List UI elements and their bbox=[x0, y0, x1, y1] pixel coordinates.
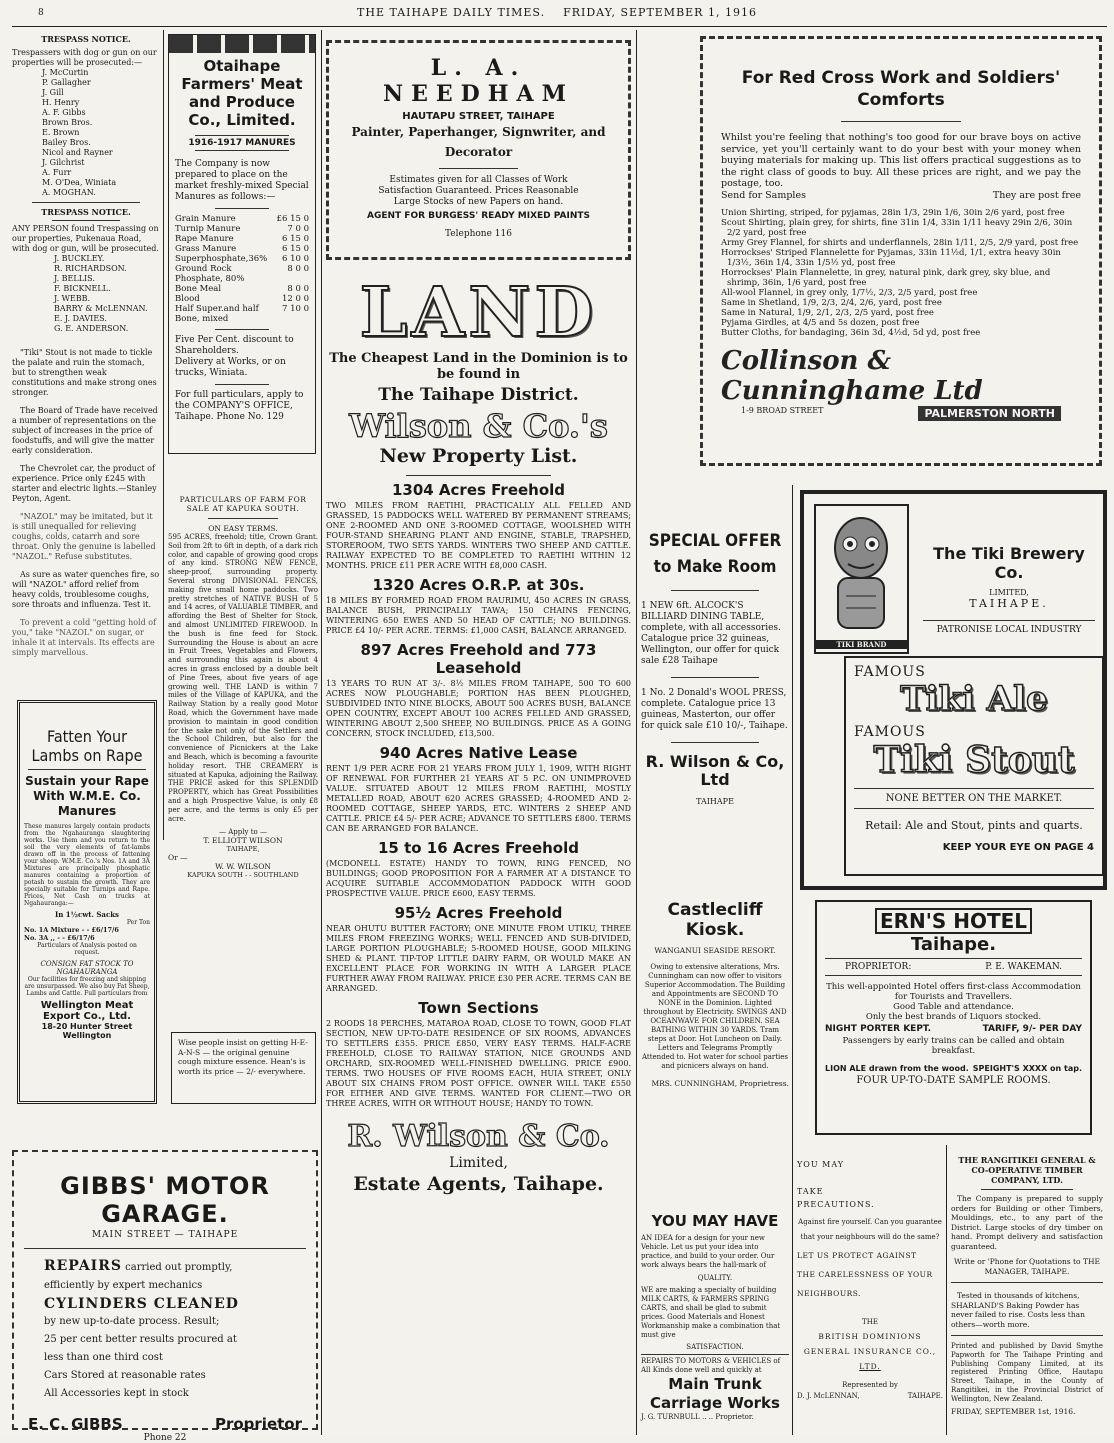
property-body: (MCDONELL ESTATE) HANDY TO TOWN, RING FENCED, NO BUILDINGS; GOOD PROPOSITION FOR A FARMER AT A DISTANCE TO ACQUIRE SUITABLE ACCOMMODATION PADDOCK WITH GOOD PROSPECTIVE VALUE. PRICE £600, EASY TERMS. bbox=[326, 859, 631, 898]
gibbs-text: efficiently by expert mechanics bbox=[44, 1280, 203, 1291]
property-body: 18 MILES BY FORMED ROAD FROM RAURIMU, 450 ACRES IN GRASS, BALANCE BUSH, PRINCIPALLY TAWA; 150 CHAINS FENCING, WINTERING 650 EWES AND 50 HEAD OF CATTLE; NO BUILDINGS. PRICE £4 10/- PER ACRE. TERMS: £1,000 CASH, BALANCE ARRANGED. bbox=[326, 596, 631, 635]
manure-price-list bbox=[175, 214, 309, 324]
tiki-figure-icon bbox=[816, 506, 907, 636]
castlecliff-kiosk bbox=[641, 900, 789, 1200]
hotel-rooms: FOUR UP-TO-DATE SAMPLE ROOMS. bbox=[856, 1075, 1051, 1086]
ins-line: LET US PROTECT AGAINST bbox=[797, 1251, 917, 1260]
gibbs-street: MAIN STREET — TAIHAPE bbox=[91, 1230, 239, 1240]
gibbs-name: E. C. GIBBS bbox=[28, 1415, 123, 1433]
trespass-name: A. Furr bbox=[42, 168, 72, 177]
tiki-famous: FAMOUS bbox=[854, 724, 926, 740]
tiki-town: TAIHAPE. bbox=[969, 597, 1049, 610]
column-rule bbox=[946, 1145, 947, 1435]
farm-for-sale bbox=[168, 495, 318, 880]
new-property-list: New Property List. bbox=[379, 445, 578, 467]
collinson-logo bbox=[721, 346, 1081, 406]
farm-or: Or — bbox=[168, 853, 188, 863]
manure-price: 7 0 0 bbox=[287, 224, 309, 234]
hotel-tariff: TARIFF, 9/- PER DAY bbox=[982, 1024, 1082, 1034]
tiki-products bbox=[844, 656, 1104, 876]
timber-title: THE RANGITIKEI GENERAL & CO-OPERATIVE TIMBER COMPANY, LTD. bbox=[958, 1155, 1096, 1185]
special-offer bbox=[641, 528, 789, 878]
manure-row bbox=[175, 284, 309, 294]
gibbs-text: All Accessories kept in stock bbox=[44, 1388, 189, 1399]
farmers-title: Otaihape Farmers' Meat and Produce Co., Limited. bbox=[181, 57, 303, 129]
property-body: 13 YEARS TO RUN AT 3/-. 8½ MILES FROM TAIHAPE, 500 TO 600 ACRES NOW PLOUGHABLE; PORTION HAS BEEN PLOUGHED, SUBDIVIDED INTO NINE BLOCKS, ABOUT 500 ACRES BUSH, BALANCE OPEN COUNTRY, EXCEPT ABOUT 100 ACRES FELLED AND GRASSED, WINTERING ABOUT 2,500 SHEEP, NO BUILDINGS. PRICE AS A GOING CONCERN, STOCK INCLUDED, £13,500. bbox=[326, 679, 631, 738]
red-cross-price-list bbox=[721, 208, 1081, 338]
farm-apply: — Apply to — bbox=[219, 828, 267, 837]
farm-body: 595 ACRES, freehold; title, Crown Grant. Soil from 2ft to 6ft in depth, of a dark rich color, and capable of growing good crops of any kind. STRONG NEW FENCE, sheep-proof, surrounding property. Several strong DIVISIONAL FENCES, making five small home paddocks. Two pretty stretches of NATIVE BUSH of 5 and 14 acres, of VALUABLE TIMBER, and affording the Best of Shelter for Stock, and almost UNLIMITED FIREWOOD. In the bush is fine feed for Stock. Surrounding the House is about an acre in Fruit Trees, Vegetables and Flowers, and surrounding this again is about 4 acres in grass enclosed by a double belt of Pine Trees, about five years of age growing well. THE LAND is within 7 miles of the Village of KAPUKA, and the Railway Station by a really good Motor Road, which the Government have made provision to maintain in good condition for the sake not only of the Settlers and the School Children, but also for the convenience of Picnickers at the Lake and Beach, which is becoming a favourite holiday resort. THE CREAMERY is situated at Kapuka, adjoining the Railway. THE PRICE asked for this SPLENDID PROPERTY, which has Great Possibilities and a high Prospective Value, is only £8 per acre, and the terms is only £5 per acre. bbox=[168, 533, 318, 823]
gibbs-text: by new up-to-date process. Result; bbox=[44, 1316, 220, 1327]
farmers-contact: For full particulars, apply to the COMPANY'S OFFICE, Taihape. Phone No. 129 bbox=[175, 390, 304, 422]
hotel-town: Taihape. bbox=[910, 934, 997, 955]
red-cross-intro: Whilst you're feeling that nothing's too good for our brave boys on active service, yet you'll certainly want to do your best with your money when buying materials for making up. This list offers practical suggestions as to the right class of goods to buy. All these prices are right, and we pay the postage, too. bbox=[721, 132, 1081, 189]
kiosk-signature: MRS. CUNNINGHAM, Proprietress. bbox=[651, 1079, 789, 1088]
paragraph: The Board of Trade have received a number of representations on the subject of increases in the price of foodstuffs, and will give the matter early consideration. bbox=[12, 406, 158, 455]
gibbs-advert bbox=[12, 1150, 318, 1443]
farm-heading: PARTICULARS OF FARM FOR SALE AT KAPUKA SOUTH. bbox=[179, 495, 307, 513]
paragraph: As sure as water quenches fire, so will "NAZOL" afford relief from heavy colds, troublesome coughs, sore throats and influenza. Test it. bbox=[12, 570, 160, 609]
gibbs-text: less than one third cost bbox=[44, 1352, 163, 1363]
hotel-proprietor: P. E. WAKEMAN. bbox=[985, 962, 1062, 972]
column-rule bbox=[163, 30, 164, 840]
hotel-body: This well-appointed Hotel offers first-class Accommodation for Tourists and Travellers. bbox=[826, 982, 1081, 1002]
collinson-address: 1-9 BROAD STREET bbox=[741, 405, 824, 415]
ins-body: Against fire yourself. Can you guarantee that your neighbours will do the same? bbox=[798, 1218, 942, 1241]
ins-agent: D. J. McLENNAN, bbox=[797, 1392, 860, 1400]
manure-row bbox=[175, 214, 309, 224]
carriage-satisfaction: SATISFACTION. bbox=[686, 1343, 744, 1351]
manure-row bbox=[175, 294, 309, 304]
property-heading: 15 to 16 Acres Freehold bbox=[377, 839, 579, 857]
tiki-limited: LIMITED, bbox=[989, 588, 1029, 597]
needham-line: Satisfaction Guaranteed. Prices Reasonable bbox=[378, 186, 579, 196]
wme-city: Wellington bbox=[62, 1031, 112, 1040]
tiki-brewery-advert bbox=[800, 490, 1107, 890]
offer-item: 1 NEW 6ft. ALCOCK'S BILLIARD DINING TABLE, complete, with all accessories. Catalogue price 32 guineas, Wellington, our offer for quick sale £28 Taihape bbox=[641, 601, 781, 666]
trespass-name: A. F. Gibbs bbox=[42, 108, 86, 117]
ins-company: BRITISH DOMINIONS bbox=[818, 1332, 922, 1341]
trespass-names-list bbox=[12, 68, 160, 198]
wme-subtitle: Sustain your Rape With W.M.E. Co. Manures bbox=[25, 774, 149, 818]
wme-consign: CONSIGN FAT STOCK TO NGAHAURANGA bbox=[40, 960, 134, 976]
imprint: Printed and published by David Smythe Papworth for The Taihape Printing and Publishing Company Limited, at its registered Printing Office, Hautapu Street, Taihape, in the County of Rangitikei, in the Provincial District of Wellington, New Zealand. bbox=[951, 1342, 1103, 1403]
trespass-name: J. WEBB. bbox=[54, 294, 91, 303]
price-list-item: Pyjama Girdles, at 4/5 and 5s dozen, post free bbox=[721, 317, 920, 328]
wme-sacks: In 1½cwt. Sacks bbox=[54, 910, 119, 919]
trespass-name: P. Gallagher bbox=[42, 78, 91, 87]
trespass-name: Nicol and Rayner bbox=[42, 148, 113, 157]
tiki-none-better: NONE BETTER ON THE MARKET. bbox=[885, 793, 1063, 804]
property-heading: 940 Acres Native Lease bbox=[379, 744, 578, 762]
tiki-stout: Tiki Stout bbox=[873, 739, 1075, 781]
gibbs-text: carried out promptly, bbox=[125, 1262, 233, 1273]
trespass-name: J. Gilchrist bbox=[42, 158, 85, 167]
page-number: 8 bbox=[38, 8, 45, 18]
hotel-body: Good Table and attendance. bbox=[893, 1002, 1014, 1012]
trespass-name: Brown Bros. bbox=[42, 118, 93, 127]
farm-agent-town: KAPUKA SOUTH - - SOUTHLAND bbox=[187, 871, 299, 880]
manure-row bbox=[175, 254, 309, 264]
sharland-advert: Tested in thousands of kitchens, SHARLAND'S Baking Powder has never failed to rise. Costs less than others—worth more. bbox=[951, 1291, 1085, 1329]
price-list-item: Same in Natural, 1/9, 2/1, 2/3, 2/5 yard, post free bbox=[721, 307, 934, 318]
column-rule bbox=[321, 30, 322, 1435]
heans-body: Wise people insist on getting H-E-A-N-S — the original genuine cough mixture essence. Hean's is worth its price — 2/- everywhere. bbox=[178, 1038, 308, 1076]
wilson-heading: Wilson & Co.'s bbox=[349, 407, 608, 445]
header-rule bbox=[12, 26, 1107, 27]
needham-trade: Painter, Paperhanger, Signwriter, and Decorator bbox=[351, 125, 606, 159]
gibbs-phone: Phone 22 bbox=[143, 1433, 187, 1443]
ins-town: TAIHAPE. bbox=[907, 1392, 943, 1400]
collinson-name: Collinson & Cunninghame Ltd bbox=[721, 345, 983, 406]
property-heading: 95½ Acres Freehold bbox=[394, 904, 563, 922]
trespass-names-list bbox=[12, 254, 160, 334]
ins-line: TAKE bbox=[797, 1187, 824, 1196]
manure-price: 12 0 0 bbox=[281, 294, 309, 304]
paragraph: To prevent a cold "getting hold of you," take "NAZOL" on sugar, or inhale it at intervals. Its effects are simply marvellous. bbox=[12, 618, 157, 657]
wme-consign-body: Our facilities for freezing and shipping are unsurpassed. We also buy Fat Sheep, Lambs and Cattle. Full particulars from bbox=[24, 976, 150, 997]
rwilson-limited: Limited, bbox=[449, 1155, 508, 1171]
trespass-name: H. Henry bbox=[42, 98, 80, 107]
offer-firm: R. Wilson & Co, Ltd bbox=[645, 752, 785, 789]
wme-per-ton: Per Ton bbox=[126, 919, 150, 926]
offer-town: TAIHAPE bbox=[696, 797, 734, 806]
timber-advert bbox=[951, 1155, 1103, 1435]
tiki-ale: Tiki Ale bbox=[900, 679, 1048, 719]
hotel-speights: SPEIGHT'S XXXX on tap. bbox=[972, 1064, 1082, 1073]
paper-title: THE TAIHAPE DAILY TIMES. bbox=[357, 6, 546, 19]
trespass-name: M. O'Dea, Winiata bbox=[42, 178, 117, 187]
manure-name: Grass Manure bbox=[175, 244, 237, 254]
red-cross-samples: Send for Samples bbox=[721, 189, 806, 201]
manure-name: Grain Manure bbox=[175, 214, 236, 224]
trespass-name: F. BICKNELL. bbox=[54, 284, 111, 293]
manure-name: Turnip Manure bbox=[175, 224, 241, 234]
land-heading: LAND bbox=[359, 273, 598, 353]
kiosk-body: Owing to extensive alterations, Mrs. Cunningham can now offer to visitors Superior Accommodation. The Building and Appointments are SECOND TO NONE in the Dominion. Lighted throughout by Electricity. SWINGS AND OCEANWAVE FOR CHILDREN. SEA BATHING WITHIN 30 YARDS. Tram steps at Door. Hot Luncheon on Daily. Letters and Telegrams Promptly Attended to. Hot water for school parties and picnicers always on hand. bbox=[641, 963, 789, 1070]
manure-price: 7 10 0 bbox=[281, 304, 309, 314]
farm-agent: W. W. WILSON bbox=[215, 862, 271, 872]
manure-row bbox=[175, 224, 309, 234]
property-heading: Town Sections bbox=[418, 999, 539, 1017]
timber-body: The Company is prepared to supply orders for Building or other Timbers, Mouldings, etc., to any part of the District. Large stocks of dry timber on hand. Prompt delivery and satisfaction guaranteed. bbox=[951, 1194, 1103, 1251]
property-body: 2 ROODS 18 PERCHES, MATAROA ROAD, CLOSE TO TOWN, GOOD FLAT SECTION, NEW UP-TO-DATE RESIDENCE OF SIX ROOMS, ADVANCES TO SETTLERS £355. PRICE £850, VERY EASY TERMS. HALF-ACRE FREEHOLD, CLOSE TO RAILWAY STATION, NICE GROUNDS AND ORCHARD, SIX-ROOMED WELL-FINISHED DWELLING. PRICE £900. TERMS. TWO HOUSES OF FIVE ROOMS EACH, HUIA STREET, ONLY ABOUT SIX CHAINS FROM POST OFFICE. OWNER WILL TAKE £550 FOR EITHER AND GIVE TERMS. WANTED FOR CLIENT.—TWO OR THREE ACRES, WITH OR WITHOUT HOUSE; HANDY TO TOWN. bbox=[326, 1019, 631, 1108]
gibbs-cylinders: CYLINDERS CLEANED bbox=[44, 1296, 239, 1312]
wilson-property-list bbox=[326, 275, 631, 1430]
needham-advert bbox=[326, 40, 631, 260]
property-heading: 897 Acres Freehold and 773 Leasehold bbox=[360, 641, 597, 677]
gibbs-repairs: REPAIRS bbox=[44, 1258, 122, 1274]
farmers-subtitle: 1916-1917 MANURES bbox=[188, 138, 296, 148]
needham-agent: AGENT FOR BURGESS' READY MIXED PAINTS bbox=[367, 211, 590, 221]
price-list-item: Same in Shetland, 1/9, 2/3, 2/4, 2/6, yard, post free bbox=[721, 297, 942, 308]
price-list-item: Butter Cloths, for bandaging, 36in 3d, 4½d, 5d yd, post free bbox=[721, 327, 981, 338]
manure-price: 6 15 0 bbox=[281, 244, 309, 254]
wme-advert bbox=[17, 700, 157, 1104]
tiki-retail: Retail: Ale and Stout, pints and quarts. bbox=[865, 819, 1083, 832]
property-listings bbox=[326, 481, 631, 1109]
carriage-body: AN IDEA for a design for your new Vehicle. Let us put your idea into practice, and build to your order. Our work always bears the hall-mark of bbox=[641, 1234, 775, 1269]
farmers-discount: Five Per Cent. discount to Shareholders. bbox=[175, 335, 294, 356]
trespass-name: E. J. DAVIES. bbox=[54, 314, 107, 323]
hotel-proprietor-label: PROPRIETOR: bbox=[845, 962, 912, 972]
manure-row bbox=[175, 264, 309, 284]
you-may-have-title: YOU MAY HAVE bbox=[651, 1212, 779, 1230]
property-heading: 1320 Acres O.R.P. at 30s. bbox=[372, 576, 585, 594]
farm-agent: T. ELLIOTT WILSON bbox=[203, 836, 283, 846]
price-list-item: Union Shirting, striped, for pyjamas, 28in 1/3, 29in 1/6, 30in 2/6 yard, post free bbox=[721, 207, 1065, 218]
trespass-name: J. BUCKLEY. bbox=[54, 254, 105, 263]
wme-address: 18-20 Hunter Street bbox=[41, 1022, 133, 1031]
tiki-brand: TIKI BRAND bbox=[816, 640, 907, 649]
needham-line: Large Stocks of new Papers on hand. bbox=[393, 197, 564, 207]
farm-agent-town: TAIHAPE, bbox=[226, 845, 260, 854]
carriage-body: WE are making a specialty of building MILK CARTS, & FARMERS SPRING CARTS, and shall be glad to submit prices. Good Materials and Honest Workmanship make a combination that must give bbox=[641, 1286, 781, 1339]
manure-row bbox=[175, 234, 309, 244]
manure-name: Blood bbox=[175, 294, 200, 304]
price-list-item: Horrockses' Plain Flannelette, in grey, natural pink, dark grey, sky blue, and shrimp, 36in, 1/6 yard, post free bbox=[721, 267, 1051, 288]
red-cross-post-free: They are post free bbox=[992, 189, 1081, 201]
manure-row bbox=[175, 244, 309, 254]
trespass-notice-intro: ANY PERSON found Trespassing on our properties, Pukenaua Road, with dog or gun, will be prosecuted. bbox=[12, 224, 159, 253]
special-offer-title: SPECIAL OFFER to Make Room bbox=[648, 531, 782, 577]
carriage-proprietor: J. G. TURNBULL .. .. Proprietor. bbox=[641, 1413, 754, 1421]
hotel-body: Only the best brands of Liquors stocked. bbox=[865, 1012, 1042, 1022]
offer-item: 1 No. 2 Donald's WOOL PRESS, complete. Catalogue price 13 guineas, Masterton, our offer for quick sale £10 10/-, Taihape. bbox=[641, 688, 788, 731]
heans-advert bbox=[171, 1032, 316, 1104]
trespass-name: A. MOGHAN. bbox=[42, 188, 96, 197]
trespass-name: J. McCurtin bbox=[42, 68, 89, 77]
wme-title: Fatten Your Lambs on Rape bbox=[31, 727, 143, 765]
trespass-name: G. E. ANDERSON. bbox=[54, 324, 129, 333]
tiki-emblem bbox=[814, 504, 909, 654]
masthead bbox=[0, 0, 1114, 28]
ins-line: YOU MAY bbox=[797, 1160, 845, 1169]
gibbs-text: 25 per cent better results procured at bbox=[44, 1334, 237, 1345]
ins-line: NEIGHBOURS. bbox=[797, 1289, 862, 1298]
ins-line: PRECAUTIONS. bbox=[797, 1200, 875, 1209]
gibbs-proprietor: Proprietor bbox=[214, 1415, 302, 1433]
tiki-famous: FAMOUS bbox=[854, 664, 926, 680]
trespass-name: BARRY & McLENNAN. bbox=[54, 304, 148, 313]
ins-represented: Represented by bbox=[842, 1381, 898, 1389]
price-list-item: All-wool Flannel, in grey only, 1/7½, 2/3, 2/5 yard, post free bbox=[721, 287, 978, 298]
collinson-city: PALMERSTON NORTH bbox=[918, 406, 1061, 421]
manure-price: 8 0 0 bbox=[287, 284, 309, 294]
needham-name: L. A. NEEDHAM bbox=[383, 55, 574, 107]
needham-street: HAUTAPU STREET, TAIHAPE bbox=[402, 111, 555, 122]
paragraph: "NAZOL" may be imitated, but it is still unequalled for relieving coughs, colds, catarrh and sore throat. Only the genuine is labelled "NAZOL." Refuse substitutes. bbox=[12, 512, 156, 561]
paragraph: "Tiki" Stout is not made to tickle the palate and ruin the stomach, but to strengthen weak constitutions and make strong ones stronger. bbox=[12, 348, 157, 397]
red-cross-title: For Red Cross Work and Soldiers' Comforts bbox=[741, 68, 1061, 110]
manure-price: £6 15 0 bbox=[276, 214, 309, 224]
column-rule bbox=[636, 30, 637, 1435]
rwilson-name: R. Wilson & Co. bbox=[347, 1119, 610, 1154]
manure-name: Bone Meal bbox=[175, 284, 222, 294]
land-subtitle: The Cheapest Land in the Dominion is to be found in bbox=[329, 351, 628, 382]
rwilson-estate-agents: Estate Agents, Taihape. bbox=[353, 1173, 604, 1195]
tiki-company: The Tiki Brewery Co. bbox=[933, 544, 1085, 582]
hotel-lion-ale: LION ALE drawn from the wood. bbox=[825, 1064, 969, 1073]
property-body: NEAR OHUTU BUTTER FACTORY; ONE MINUTE FROM UTIKU, THREE MILES FROM FREEZING WORKS; WELL FENCED AND SUB-DIVIDED, LARGE PORTION PLOUGHABLE; 5-ROOMED HOUSE, GOOD MILKING SHED & PLANT. TIP-TOP LITTLE DAIRY FARM, OR WOULD MAKE AN EXCELLENT PLACE FOR WORKING IN WITH A LARGER PLACE FURTHER AWAY FROM RAILWAY. PRICE £30 PER ACRE. TERMS CAN BE ARRANGED. bbox=[326, 924, 631, 993]
trespass-name: E. Brown bbox=[42, 128, 80, 137]
decorative-band bbox=[169, 35, 315, 53]
carriage-firm: Main Trunk Carriage Works bbox=[650, 1375, 780, 1412]
price-list-item: Scout Shirting, plain grey, for shirts, fine 31in 1/4, 33in 1/11 heavy 29in 2/6, 30in 2/2 yard, post free bbox=[721, 217, 1073, 238]
property-body: TWO MILES FROM RAETIHI, PRACTICALLY ALL FELLED AND GRASSED, 15 PADDOCKS WELL WATERED BY PERMANENT STREAMS; ONE 2-ROOMED AND ONE 3-ROOMED COTTAGE, WOOLSHED WITH FOUR-STAND SHEARING PLANT AND ENGINE, STABLE, TRAPSHED, STOREROOM, TWO SETS YARDS. WINTERS TWO SHEEP AND CATTLE. RAILWAY EXPECTED TO BE COMPLETED TO RAETIHI WITHIN 12 MONTHS. PRICE £11 PER ACRE WITH £8,000 CASH. bbox=[326, 501, 631, 570]
manure-price: 6 10 0 bbox=[281, 254, 309, 264]
ins-line: THE CARELESSNESS OF YOUR bbox=[797, 1270, 933, 1279]
tiki-page-ref: KEEP YOUR EYE ON PAGE 4 bbox=[942, 842, 1094, 853]
trespass-notice-intro: Trespassers with dog or gun on our properties will be prosecuted:— bbox=[12, 48, 157, 67]
wme-price: No. 3A ,, - - £6/17/6 bbox=[24, 934, 95, 942]
manure-price: 6 15 0 bbox=[281, 234, 309, 244]
ins-ltd: LTD. bbox=[859, 1362, 881, 1371]
issue-date: FRIDAY, SEPTEMBER 1, 1916 bbox=[563, 6, 757, 19]
trespass-notice-title: TRESPASS NOTICE. bbox=[41, 207, 131, 217]
timber-write: Write or 'Phone for Quotations to THE MANAGER, TAIHAPE. bbox=[954, 1257, 1100, 1276]
price-list-item: Army Grey Flannel, for shirts and underflannels, 28in 1/11, 2/5, 2/9 yard, post free bbox=[721, 237, 1079, 248]
manure-name: Rape Manure bbox=[175, 234, 234, 244]
gibbs-text: Cars Stored at reasonable rates bbox=[44, 1370, 206, 1381]
manure-name: Superphosphate,36% bbox=[175, 254, 268, 264]
farmers-advert bbox=[168, 34, 316, 454]
manure-row bbox=[175, 304, 309, 324]
hotel-body: Passengers by early trains can be called and obtain breakfast. bbox=[842, 1036, 1065, 1056]
trespass-name: Bailey Bros. bbox=[42, 138, 91, 147]
kiosk-title: Castlecliff Kiosk. bbox=[667, 900, 763, 940]
paragraph: The Chevrolet car, the product of experience. Price only £245 with starter and electric lights.—Stanley Peyton, Agent. bbox=[12, 464, 157, 503]
carriage-quality: QUALITY. bbox=[697, 1274, 733, 1282]
price-list-item: Horrockses' Striped Flannelette for Pyjamas, 33in 11½d, 1/1, extra heavy 30in 1/3½, 36in 1/4, 33in 1/5½ yd, post free bbox=[721, 247, 1061, 268]
hotel-night-porter: NIGHT PORTER KEPT. bbox=[825, 1024, 932, 1034]
manure-name: Ground Rock Phosphate, 80% bbox=[175, 264, 245, 284]
imprint-date: FRIDAY, SEPTEMBER 1st, 1916. bbox=[951, 1406, 1076, 1416]
ins-company: GENERAL INSURANCE CO., bbox=[803, 1347, 937, 1356]
gibbs-title: GIBBS' MOTOR GARAGE. bbox=[60, 1172, 270, 1228]
gibbs-body bbox=[44, 1257, 306, 1403]
trespass-name: J. BELLIS. bbox=[54, 274, 95, 283]
tiki-patronise: PATRONISE LOCAL INDUSTRY bbox=[936, 625, 1082, 635]
trespass-name: R. RICHARDSON. bbox=[54, 264, 127, 273]
manure-name: Half Super.and half Bone, mixed bbox=[175, 304, 259, 324]
insurance-advert bbox=[797, 1160, 943, 1435]
wme-analysis: Particulars of Analysis posted on request. bbox=[37, 942, 137, 956]
manure-price: 8 0 0 bbox=[287, 264, 309, 274]
land-district: The Taihape District. bbox=[378, 385, 579, 405]
column-rule bbox=[792, 485, 793, 1435]
wme-body: These manures largely contain products from the Ngahauranga slaughtering works. Use them and you return to the soil the very elements of fat-lambs drawn off in the process of fattening your sheep. W.M.E. Co.'s Nos. 1A and 3A Mixtures are principally phosphatic manures containing a proportion of potash to sustain the growth. They are specially suitable for Turnips and Rape. Prices, Net Cash on trucks at Ngahauranga:— bbox=[24, 823, 150, 907]
wme-firm: Wellington Meat Export Co., Ltd. bbox=[40, 1000, 134, 1022]
wme-price: No. 1A Mixture - - £6/17/6 bbox=[24, 926, 119, 934]
carriage-repairs: REPAIRS TO MOTORS & VEHICLES of All Kinds done well and quickly at bbox=[641, 1357, 781, 1374]
trespass-name: J. Gill bbox=[42, 88, 64, 97]
hotel-name: ERN'S HOTEL bbox=[875, 908, 1032, 934]
red-cross-advert bbox=[700, 36, 1102, 466]
farm-terms: ON EASY TERMS. bbox=[208, 524, 278, 533]
farmers-intro: The Company is now prepared to place on the market freshly-mixed Special Manures as follows:— bbox=[175, 159, 309, 202]
farmers-delivery: Delivery at Works, or on trucks, Winiata. bbox=[175, 357, 286, 378]
erns-hotel-advert bbox=[815, 900, 1092, 1135]
trespass-notice-title: TRESPASS NOTICE. bbox=[41, 34, 131, 44]
needham-line: Estimates given for all Classes of Work bbox=[389, 175, 568, 185]
needham-telephone: Telephone 116 bbox=[445, 229, 512, 239]
kiosk-subtitle: WANGANUI SEASIDE RESORT. bbox=[654, 946, 776, 955]
carriage-works bbox=[641, 1212, 789, 1434]
ins-the: THE bbox=[862, 1318, 878, 1326]
property-heading: 1304 Acres Freehold bbox=[391, 481, 566, 499]
property-body: RENT 1/9 PER ACRE FOR 21 YEARS FROM JULY 1, 1909, WITH RIGHT OF RENEWAL FOR FURTHER 21 YEARS AT 5 P.C. ON UNIMPROVED VALUE. SITUATED ABOUT 12 MILES FROM RAETIHI, MOSTLY METALLED ROAD, ABOUT 620 ACRES GRASSED; 4-ROOMED AND 2-ROOMED COTTAGE, SHEEP YARDS, ETC. WINTERS 2 SHEEP AND CATTLE. PRICE £4 5/- PER ACRE; ADVANCE TO SETTLERS £800. TERMS CAN BE ARRANGED FOR BALANCE. bbox=[326, 764, 631, 833]
